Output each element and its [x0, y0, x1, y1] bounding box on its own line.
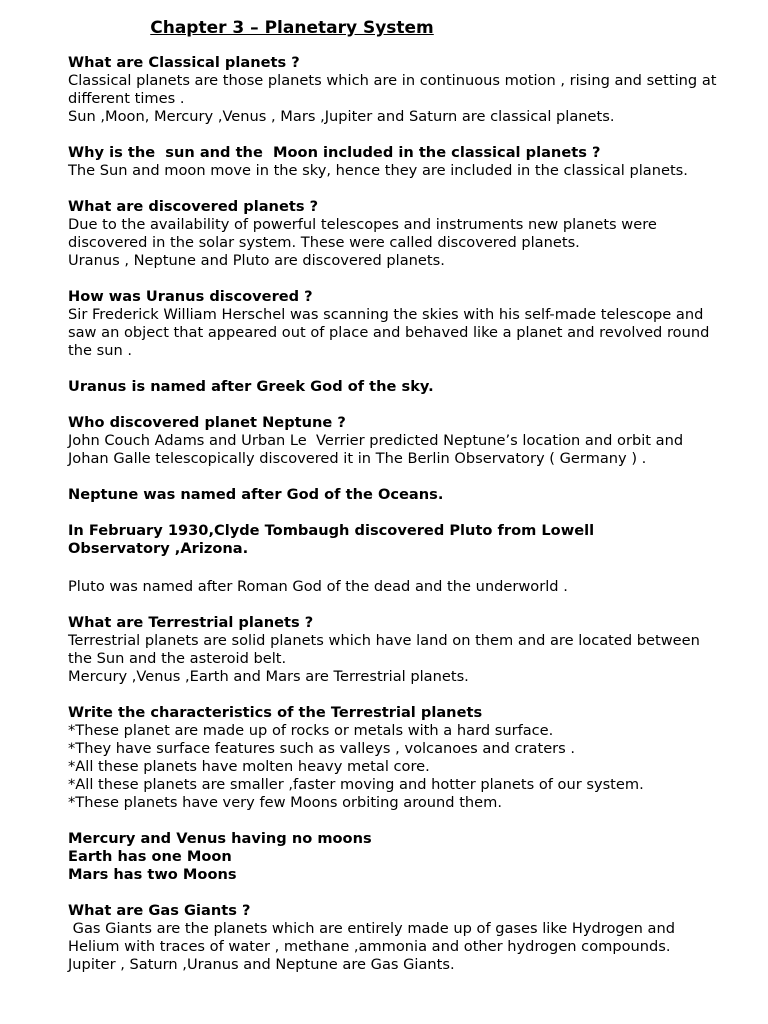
heading-sun-moon-question: Why is the sun and the Moon included in the classical planets ?: [68, 144, 601, 161]
neptune-naming-statement: Neptune was named after God of the Oceans.: [68, 486, 444, 503]
uranus-naming-statement: Uranus is named after Greek God of the sky.: [68, 378, 434, 395]
heading-terrestrial-characteristics: Write the characteristics of the Terrestrial planets: [68, 704, 483, 721]
paragraph-line: Gas Giants are the planets which are entirely made up of gases like Hydrogen and: [68, 920, 675, 937]
heading-neptune-discovery: Who discovered planet Neptune ?: [68, 414, 346, 431]
list-item: *They have surface features such as valleys , volcanoes and craters .: [68, 740, 576, 757]
paragraph-line: Sir Frederick William Herschel was scanning the skies with his self-made telescope and: [68, 306, 704, 323]
pluto-discovery-statement: Observatory ,Arizona.: [68, 540, 249, 557]
paragraph-line: Classical planets are those planets which are in continuous motion , rising and setting at: [68, 72, 717, 89]
paragraph-line: Due to the availability of powerful telescopes and instruments new planets were: [68, 216, 657, 233]
paragraph-line: Mercury ,Venus ,Earth and Mars are Terrestrial planets.: [68, 668, 469, 685]
paragraph-line: discovered in the solar system. These were called discovered planets.: [68, 234, 580, 251]
moons-statement: Mercury and Venus having no moons: [68, 830, 372, 847]
heading-uranus-discovery: How was Uranus discovered ?: [68, 288, 313, 305]
paragraph-line: Terrestrial planets are solid planets which have land on them and are located between: [68, 632, 700, 649]
list-item: *All these planets are smaller ,faster moving and hotter planets of our system.: [68, 776, 644, 793]
paragraph-line: Sun ,Moon, Mercury ,Venus , Mars ,Jupiter and Saturn are classical planets.: [68, 108, 615, 125]
moons-statement: Earth has one Moon: [68, 848, 232, 865]
paragraph-line: Helium with traces of water , methane ,ammonia and other hydrogen compounds.: [68, 938, 671, 955]
paragraph-line: saw an object that appeared out of place and behaved like a planet and revolved round: [68, 324, 710, 341]
heading-terrestrial-planets: What are Terrestrial planets ?: [68, 614, 314, 631]
pluto-discovery-statement: In February 1930,Clyde Tombaugh discovered Pluto from Lowell: [68, 522, 595, 539]
paragraph-line: The Sun and moon move in the sky, hence they are included in the classical planets.: [68, 162, 688, 179]
heading-discovered-planets: What are discovered planets ?: [68, 198, 319, 215]
paragraph-line: the Sun and the asteroid belt.: [68, 650, 287, 667]
paragraph-line: Pluto was named after Roman God of the dead and the underworld .: [68, 578, 568, 595]
moons-statement: Mars has two Moons: [68, 866, 237, 883]
heading-classical-planets: What are Classical planets ?: [68, 54, 300, 71]
paragraph-line: Jupiter , Saturn ,Uranus and Neptune are Gas Giants.: [68, 956, 455, 973]
paragraph-line: John Couch Adams and Urban Le Verrier predicted Neptune’s location and orbit and: [68, 432, 684, 449]
list-item: *All these planets have molten heavy metal core.: [68, 758, 430, 775]
paragraph-line: different times .: [68, 90, 185, 107]
list-item: *These planets have very few Moons orbiting around them.: [68, 794, 503, 811]
heading-gas-giants: What are Gas Giants ?: [68, 902, 251, 919]
list-item: *These planet are made up of rocks or metals with a hard surface.: [68, 722, 554, 739]
page-title: Chapter 3 – Planetary System: [150, 18, 434, 38]
paragraph-line: Johan Galle telescopically discovered it in The Berlin Observatory ( Germany ) .: [68, 450, 647, 467]
paragraph-line: the sun .: [68, 342, 132, 359]
paragraph-line: Uranus , Neptune and Pluto are discovered planets.: [68, 252, 445, 269]
